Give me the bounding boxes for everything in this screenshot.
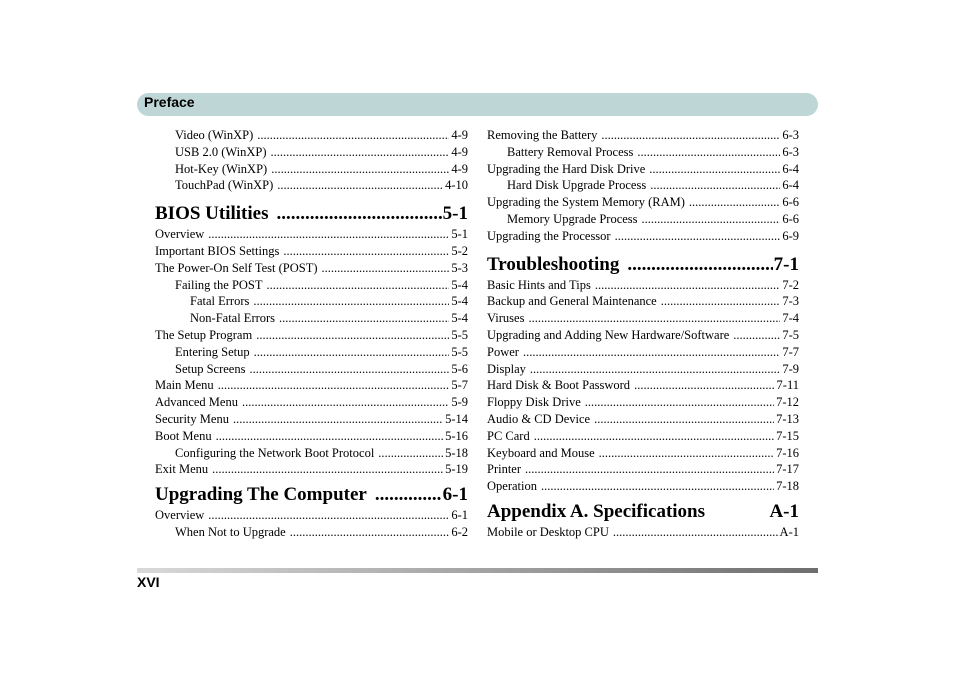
toc-entry-page: 7-11 [776, 378, 799, 393]
dot-leader [233, 411, 443, 428]
toc-entry[interactable] [487, 144, 799, 161]
toc-entry[interactable] [487, 394, 799, 411]
toc-entry[interactable] [155, 277, 468, 294]
toc-entry-page: 7-5 [782, 327, 799, 342]
toc-entry[interactable] [155, 524, 468, 541]
toc-entry-page: 6-1 [451, 508, 468, 523]
dot-leader [613, 524, 778, 541]
toc-entry-title: Display [487, 361, 526, 376]
dot-leader [689, 194, 780, 211]
toc-entry[interactable] [155, 327, 468, 344]
toc-entry-title: Boot Menu [155, 428, 212, 443]
appendix-entries [487, 524, 799, 541]
chapter-title: BIOS Utilities [155, 203, 269, 225]
dot-leader [208, 507, 449, 524]
toc-entry-page: 5-5 [451, 327, 468, 342]
toc-entry[interactable] [487, 361, 799, 378]
dot-leader [256, 327, 449, 344]
toc-entry-page: 5-7 [451, 378, 468, 393]
toc-entry[interactable] [487, 228, 799, 245]
toc-entry-title: Basic Hints and Tips [487, 277, 591, 292]
dot-leader [661, 293, 781, 310]
toc-entry[interactable] [487, 161, 799, 178]
toc-entry-title: Floppy Disk Drive [487, 395, 581, 410]
toc-entry-title: Configuring the Network Boot Protocol [175, 445, 375, 460]
toc-entry-title: Important BIOS Settings [155, 243, 280, 258]
toc-entry[interactable] [487, 445, 799, 462]
toc-entry[interactable] [155, 260, 468, 277]
toc-entry-title: Failing the POST [175, 277, 263, 292]
dot-leader [534, 428, 774, 445]
toc-entry-page: 5-3 [451, 260, 468, 275]
dot-leader [212, 461, 443, 478]
toc-entry-page: 5-1 [451, 227, 468, 242]
toc-entry-page: A-1 [779, 524, 799, 539]
toc-entry-title: Main Menu [155, 378, 214, 393]
toc-entry-title: PC Card [487, 428, 530, 443]
dot-leader [601, 127, 780, 144]
toc-entry-title: Non-Fatal Errors [190, 311, 276, 326]
toc-left-column [155, 127, 468, 541]
bios-entries [155, 226, 468, 478]
toc-entry[interactable] [487, 461, 799, 478]
toc-entry-title: Upgrading the Hard Disk Drive [487, 161, 646, 176]
dot-leader [637, 144, 780, 161]
toc-entry[interactable] [155, 445, 468, 462]
toc-entry[interactable] [155, 144, 468, 161]
toc-entry-page: 5-2 [451, 243, 468, 258]
toc-entry-page: 5-18 [445, 445, 468, 460]
chapter-page: 6-1 [442, 484, 468, 506]
toc-entry-page: 5-4 [451, 311, 468, 326]
dot-leader [634, 377, 774, 394]
dot-leader [375, 483, 442, 507]
toc-entry-page: 4-10 [445, 178, 468, 193]
toc-entry-title: TouchPad (WinXP) [175, 178, 274, 193]
toc-entry-title: Advanced Menu [155, 395, 238, 410]
dot-leader [528, 310, 780, 327]
toc-entry-title: Hard Disk & Boot Password [487, 378, 631, 393]
toc-entry-page: 5-5 [451, 344, 468, 359]
dot-leader [642, 211, 781, 228]
dot-leader [523, 344, 780, 361]
toc-entry-page: 6-4 [782, 178, 799, 193]
toc-entry-page: 7-2 [782, 277, 799, 292]
footer-rule [137, 568, 818, 573]
dot-leader [530, 361, 780, 378]
chapter-page: A-1 [769, 500, 799, 522]
dot-leader [585, 394, 774, 411]
toc-entry-title: Mobile or Desktop CPU [487, 524, 609, 539]
toc-entry-page: 5-9 [451, 395, 468, 410]
toc-entry[interactable] [487, 277, 799, 294]
toc-entry-page: 7-7 [782, 344, 799, 359]
toc-entry-page: 4-9 [451, 161, 468, 176]
toc-entry-title: Printer [487, 462, 522, 477]
toc-entry-title: Audio & CD Device [487, 411, 591, 426]
troubleshooting-entries [487, 277, 799, 495]
toc-entry-title: Setup Screens [175, 361, 246, 376]
toc-entry-title: Operation [487, 479, 537, 494]
toc-entry-page: 4-9 [451, 144, 468, 159]
toc-entry[interactable] [155, 344, 468, 361]
toc-entry-title: Entering Setup [175, 344, 250, 359]
toc-entry-title: Upgrading the Processor [487, 228, 611, 243]
toc-entry[interactable] [155, 161, 468, 178]
dot-leader [599, 445, 774, 462]
toc-entry[interactable] [487, 524, 799, 541]
dot-leader [525, 461, 774, 478]
chapter-page: 7-1 [773, 253, 799, 275]
toc-entry[interactable] [487, 293, 799, 310]
toc-entry-page: 5-6 [451, 361, 468, 376]
toc-entry-page: 5-16 [445, 428, 468, 443]
dot-leader [208, 226, 449, 243]
dot-leader [276, 202, 441, 226]
dot-leader [277, 177, 443, 194]
toc-entry-title: Fatal Errors [190, 294, 250, 309]
toc-entry-page: 6-3 [782, 144, 799, 159]
dot-leader [218, 377, 450, 394]
header-bar [137, 93, 818, 116]
toc-entry-page: 7-9 [782, 361, 799, 376]
toc-entry-title: The Setup Program [155, 327, 253, 342]
toc-entry[interactable] [155, 428, 468, 445]
toc-entry-title: Hard Disk Upgrade Process [507, 178, 647, 193]
toc-entry-page: 7-13 [776, 411, 799, 426]
toc-entry[interactable] [155, 243, 468, 260]
toc-entry-page: 5-4 [451, 294, 468, 309]
upgrading-entries [155, 507, 468, 541]
toc-entry-page: 7-16 [776, 445, 799, 460]
toc-entry-page: 4-9 [451, 128, 468, 142]
toc-entry-title: The Power-On Self Test (POST) [155, 260, 318, 275]
toc-entry-title: Overview [155, 227, 205, 242]
dot-leader [279, 310, 449, 327]
toc-entry[interactable] [487, 194, 799, 211]
toc-entry[interactable] [155, 293, 468, 310]
toc-entry-title: Battery Removal Process [507, 144, 634, 159]
dot-leader [322, 260, 450, 277]
toc-entry-title: Exit Menu [155, 462, 209, 477]
toc-entry[interactable] [155, 127, 468, 144]
dot-leader [594, 411, 774, 428]
toc-entry[interactable] [487, 327, 799, 344]
toc-entry-title: Memory Upgrade Process [507, 211, 638, 226]
toc-entry-page: 5-14 [445, 411, 468, 426]
dot-leader [290, 524, 450, 541]
toc-entry-title: Video (WinXP) [175, 128, 254, 142]
toc-entry-page: 5-4 [451, 277, 468, 292]
dot-leader [541, 478, 774, 495]
toc-entry-title: Upgrading the System Memory (RAM) [487, 195, 685, 210]
toc-entry[interactable] [487, 127, 799, 144]
right-intro-list [487, 127, 799, 245]
toc-entry[interactable] [155, 361, 468, 378]
chapter-heading-upgrading[interactable] [155, 483, 468, 507]
dot-leader [378, 445, 443, 462]
toc-entry-title: Keyboard and Mouse [487, 445, 595, 460]
dot-leader [595, 277, 780, 294]
dot-leader [650, 177, 780, 194]
page-header-title: Preface [144, 94, 195, 110]
dot-leader [254, 344, 450, 361]
dot-leader [733, 327, 780, 344]
toc-entry-title: USB 2.0 (WinXP) [175, 144, 267, 159]
toc-entry-page: 6-6 [782, 211, 799, 226]
toc-entry-title: When Not to Upgrade [175, 524, 286, 539]
dot-leader [271, 144, 450, 161]
chapter-heading-bios[interactable] [155, 202, 468, 226]
toc-entry-page: 5-19 [445, 462, 468, 477]
toc-entry[interactable] [155, 461, 468, 478]
toc-entry-page: 6-9 [782, 228, 799, 243]
dot-leader [627, 253, 772, 277]
toc-entry-page: 7-15 [776, 428, 799, 443]
dot-leader [615, 228, 781, 245]
toc-entry-title: Overview [155, 508, 205, 523]
toc-entry[interactable] [487, 177, 799, 194]
toc-entry-title: Hot-Key (WinXP) [175, 161, 268, 176]
toc-entry[interactable] [487, 344, 799, 361]
chapter-title: Troubleshooting [487, 253, 620, 275]
dot-leader [271, 161, 449, 178]
toc-entry[interactable] [155, 177, 468, 194]
dot-leader [216, 428, 443, 445]
toc-entry[interactable] [155, 226, 468, 243]
chapter-heading-appendix[interactable] [487, 500, 799, 524]
toc-entry-page: 7-12 [776, 395, 799, 410]
toc-entry[interactable] [487, 310, 799, 327]
toc-entry-page: 7-4 [782, 311, 799, 326]
toc-entry[interactable] [487, 411, 799, 428]
chapter-page: 5-1 [442, 203, 468, 225]
toc-entry[interactable] [155, 310, 468, 327]
left-intro-list [155, 127, 468, 194]
dot-leader [267, 277, 450, 294]
toc-entry[interactable] [155, 394, 468, 411]
toc-entry-title: Power [487, 344, 519, 359]
toc-entry-page: 7-3 [782, 294, 799, 309]
toc-entry-title: Upgrading and Adding New Hardware/Software [487, 327, 730, 342]
toc-entry[interactable] [487, 428, 799, 445]
toc-entry-title: Backup and General Maintenance [487, 294, 657, 309]
toc-entry-page: 6-6 [782, 195, 799, 210]
toc-entry-title: Viruses [487, 311, 525, 326]
toc-entry[interactable] [155, 377, 468, 394]
chapter-heading-troubleshooting[interactable] [487, 253, 799, 277]
chapter-title: Upgrading The Computer [155, 484, 367, 506]
dot-leader [257, 127, 449, 144]
toc-entry-title: Removing the Battery [487, 128, 598, 142]
dot-leader [242, 394, 449, 411]
toc-entry-page: 6-3 [782, 128, 799, 142]
dot-leader [649, 161, 780, 178]
dot-leader [253, 293, 449, 310]
toc-entry[interactable] [155, 411, 468, 428]
toc-entry[interactable] [155, 507, 468, 524]
toc-right-column [487, 127, 799, 541]
toc-entry[interactable] [487, 377, 799, 394]
toc-entry-page: 6-4 [782, 161, 799, 176]
toc-entry-page: 7-18 [776, 479, 799, 494]
chapter-title: Appendix A. Specifications [487, 500, 706, 522]
dot-leader [249, 361, 449, 378]
toc-entry-page: 6-2 [451, 524, 468, 539]
page-number: XVI [137, 574, 160, 590]
toc-entry[interactable] [487, 211, 799, 228]
toc-entry-page: 7-17 [776, 462, 799, 477]
toc-entry-title: Security Menu [155, 411, 229, 426]
dot-leader [283, 243, 449, 260]
toc-entry[interactable] [487, 478, 799, 495]
